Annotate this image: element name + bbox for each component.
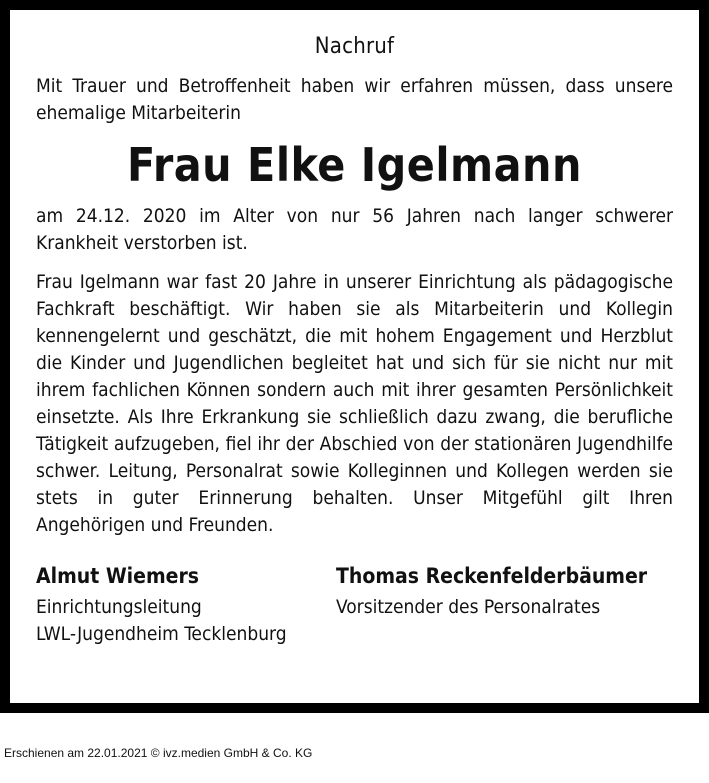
signer-name: Thomas Reckenfelderbäumer bbox=[336, 564, 648, 588]
signer-right bbox=[336, 561, 647, 648]
signatories bbox=[36, 561, 673, 648]
obituary-content bbox=[36, 34, 673, 648]
signer-name: Almut Wiemers bbox=[36, 564, 200, 588]
deceased-name: Frau Elke Igelmann bbox=[127, 138, 582, 192]
signer-organization: LWL-Jugendheim Tecklenburg bbox=[36, 623, 287, 645]
obituary-heading: Nachruf bbox=[314, 34, 395, 59]
paragraph-death-notice: am 24.12. 2020 im Alter von nur 56 Jahren nach langer schwerer Krankheit verstorben ist. bbox=[36, 205, 673, 254]
signer-left bbox=[36, 561, 336, 648]
publication-footer: Erschienen am 22.01.2021 © ivz.medien GmbH & Co. KG bbox=[4, 746, 313, 760]
signer-role: Einrichtungsleitung bbox=[36, 596, 202, 618]
signer-role: Vorsitzender des Personalrates bbox=[336, 596, 601, 618]
intro-text: Mit Trauer und Betroffenheit haben wir erfahren müssen, dass unsere ehemalige Mitarbeiterin bbox=[36, 75, 673, 124]
paragraph-tribute: Frau Igelmann war fast 20 Jahre in unserer Einrichtung als pädagogische Fachkraft beschäftigt. Wir haben sie als Mitarbeiterin und Kollegin kennengelernt und geschätzt, die mit hohem Engagement und Herzblut die Kinder und Jugendlichen begleitet hat und sich für sie nicht nur mit ihrem fachlichen Können sondern auch mit ihrer gesamten Persönlichkeit einsetzte. Als Ihre Erkrankung sie schließlich dazu zwang, die berufliche Tätigkeit aufzugeben, fiel ihr der Abschied von der stationären Jugendhilfe schwer. Leitung, Personalrat sowie Kolleginnen und Kollegen werden sie stets in guter Erinnerung behalten. Unser Mitgefühl gilt Ihren Angehörigen und Freunden. bbox=[36, 271, 673, 536]
